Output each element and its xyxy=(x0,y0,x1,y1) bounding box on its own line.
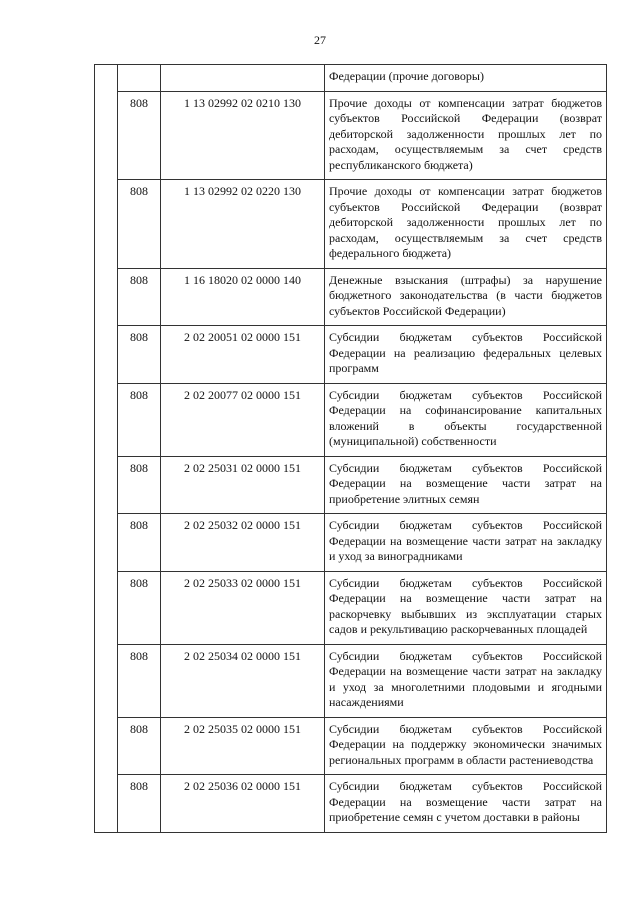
table-row xyxy=(95,775,607,833)
budget-code-cell: 1 13 02992 02 0210 130 xyxy=(161,91,325,180)
admin-code-cell: 808 xyxy=(118,180,161,269)
admin-code-cell: 808 xyxy=(118,775,161,833)
budget-code-cell: 2 02 20051 02 0000 151 xyxy=(161,326,325,384)
admin-code-cell: 808 xyxy=(118,383,161,456)
description-cell: Денежные взыскания (штрафы) за нарушение бюджетного законодательства (в части бюджетов субъектов Российской Федерации) xyxy=(325,268,607,326)
budget-codes-table xyxy=(94,64,607,833)
admin-code-cell: 808 xyxy=(118,514,161,572)
table-row xyxy=(95,180,607,269)
empty-cell xyxy=(161,65,325,92)
table-row xyxy=(95,268,607,326)
table-row xyxy=(95,644,607,717)
admin-code-cell: 808 xyxy=(118,456,161,514)
page-number: 27 xyxy=(314,33,326,47)
table-row xyxy=(95,326,607,384)
table-row xyxy=(95,456,607,514)
budget-code-cell: 2 02 25036 02 0000 151 xyxy=(161,775,325,833)
budget-code-cell: 2 02 25034 02 0000 151 xyxy=(161,644,325,717)
description-cell: Субсидии бюджетам субъектов Российской Федерации на возмещение части затрат на закладку и уход за многолетними плодовыми и ягодными насаждениями xyxy=(325,644,607,717)
blank-first-column xyxy=(95,65,118,833)
admin-code-cell: 808 xyxy=(118,326,161,384)
budget-code-cell: 2 02 25032 02 0000 151 xyxy=(161,514,325,572)
admin-code-cell: 808 xyxy=(118,571,161,644)
description-cell: Субсидии бюджетам субъектов Российской Федерации на возмещение части затрат на раскорчевку выбывших из эксплуатации старых садов и рекультивацию раскорчеванных площадей xyxy=(325,571,607,644)
description-cell: Прочие доходы от компенсации затрат бюджетов субъектов Российской Федерации (возврат дебиторской задолженности прошлых лет по расходам, осуществляемым за счет средств федерального бюджета) xyxy=(325,180,607,269)
admin-code-cell: 808 xyxy=(118,91,161,180)
budget-code-cell: 2 02 25033 02 0000 151 xyxy=(161,571,325,644)
empty-cell xyxy=(118,65,161,92)
admin-code-cell: 808 xyxy=(118,268,161,326)
table-row xyxy=(95,717,607,775)
description-cell: Субсидии бюджетам субъектов Российской Федерации на поддержку экономически значимых региональных программ в области растениеводства xyxy=(325,717,607,775)
description-cell: Субсидии бюджетам субъектов Российской Федерации на софинансирование капитальных вложений в объекты государственной (муниципальной) собственности xyxy=(325,383,607,456)
budget-code-cell: 1 13 02992 02 0220 130 xyxy=(161,180,325,269)
continuation-text: Федерации (прочие договоры) xyxy=(325,65,607,92)
admin-code-cell: 808 xyxy=(118,644,161,717)
budget-code-cell: 2 02 20077 02 0000 151 xyxy=(161,383,325,456)
description-cell: Субсидии бюджетам субъектов Российской Федерации на возмещение части затрат на приобретение семян с учетом доставки в районы xyxy=(325,775,607,833)
budget-code-cell: 1 16 18020 02 0000 140 xyxy=(161,268,325,326)
description-cell: Субсидии бюджетам субъектов Российской Федерации на реализацию федеральных целевых программ xyxy=(325,326,607,384)
description-cell: Субсидии бюджетам субъектов Российской Федерации на возмещение части затрат на приобретение элитных семян xyxy=(325,456,607,514)
table-row xyxy=(95,383,607,456)
description-cell: Субсидии бюджетам субъектов Российской Федерации на возмещение части затрат на закладку и уход за виноградниками xyxy=(325,514,607,572)
table-row xyxy=(95,514,607,572)
table-row xyxy=(95,91,607,180)
admin-code-cell: 808 xyxy=(118,717,161,775)
description-cell: Прочие доходы от компенсации затрат бюджетов субъектов Российской Федерации (возврат дебиторской задолженности прошлых лет по расходам, осуществляемым за счет средств республиканского бюджета) xyxy=(325,91,607,180)
budget-code-cell: 2 02 25035 02 0000 151 xyxy=(161,717,325,775)
table-row xyxy=(95,571,607,644)
budget-code-cell: 2 02 25031 02 0000 151 xyxy=(161,456,325,514)
continuation-row xyxy=(95,65,607,92)
table-body xyxy=(95,65,607,833)
